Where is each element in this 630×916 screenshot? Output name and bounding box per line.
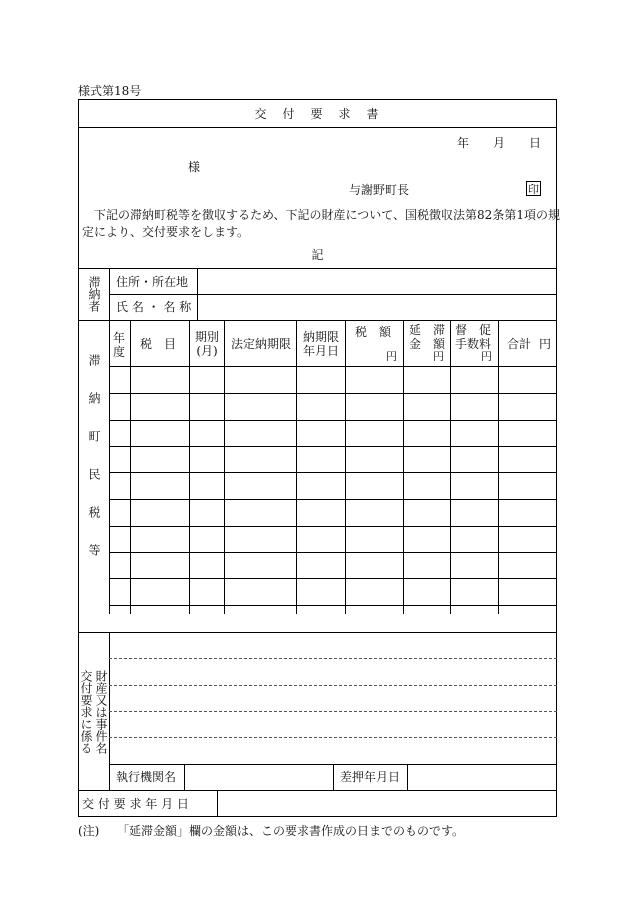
record-label: 記 bbox=[311, 248, 324, 262]
header-tax-item: 税 目 bbox=[140, 337, 177, 351]
issuer-name: 与謝野町長 bbox=[349, 183, 410, 197]
addressee-suffix: 様 bbox=[188, 160, 201, 174]
divider bbox=[498, 320, 499, 614]
table-row-line bbox=[109, 420, 557, 421]
header-total: 合計 bbox=[507, 337, 532, 351]
divider bbox=[78, 790, 557, 791]
divider bbox=[78, 320, 557, 321]
divider bbox=[78, 268, 557, 269]
divider bbox=[224, 320, 225, 614]
delinquent-section-label: 滞納者 bbox=[87, 276, 101, 312]
divider bbox=[407, 764, 408, 790]
divider bbox=[184, 764, 185, 790]
divider bbox=[217, 790, 218, 817]
request-date-label: 交 付 要 求 年 月 日 bbox=[82, 797, 189, 811]
divider bbox=[333, 764, 334, 790]
table-row-line bbox=[109, 446, 557, 447]
yen-unit: 円 bbox=[539, 337, 552, 351]
form-title: 交 付 要 求 書 bbox=[254, 107, 381, 121]
table-row-line bbox=[109, 393, 557, 394]
yen-unit: 円 bbox=[386, 350, 397, 363]
divider bbox=[109, 294, 557, 295]
name-label: 氏 名 ・ 名 称 bbox=[116, 300, 192, 314]
dashed-line bbox=[109, 658, 557, 659]
divider bbox=[189, 320, 190, 614]
header-payment-due: 納期限年月日 bbox=[302, 330, 339, 358]
seal-mark: 印 bbox=[528, 183, 539, 196]
note-prefix: (注) bbox=[78, 824, 100, 838]
table-row-line bbox=[109, 472, 557, 473]
divider bbox=[450, 320, 451, 614]
header-tax-amount: 税 額 bbox=[355, 325, 392, 339]
divider bbox=[296, 320, 297, 614]
table-row-line bbox=[109, 605, 557, 606]
note-text: 「延滞金額」欄の金額は、この要求書作成の日までのものです。 bbox=[117, 824, 465, 838]
address-label: 住所・所在地 bbox=[116, 275, 189, 289]
table-row-line bbox=[109, 578, 557, 579]
divider bbox=[78, 632, 557, 633]
dashed-line bbox=[109, 685, 557, 686]
table-row-line bbox=[109, 366, 557, 367]
body-text-line2: 定により、交付要求をします。 bbox=[82, 225, 250, 239]
property-sub-label: 財産又は事件名 bbox=[94, 670, 108, 754]
table-row-line bbox=[109, 499, 557, 500]
divider bbox=[345, 320, 346, 614]
executing-agency-label: 執行機関名 bbox=[116, 770, 177, 784]
header-year: 年度 bbox=[113, 331, 126, 359]
divider bbox=[403, 320, 404, 614]
yen-unit: 円 bbox=[481, 350, 492, 363]
header-period: 期別(月) bbox=[194, 330, 219, 358]
dashed-line bbox=[109, 737, 557, 738]
property-section-label: 交付要求に係る bbox=[79, 670, 93, 754]
table-row-line bbox=[109, 552, 557, 553]
dashed-line bbox=[109, 711, 557, 712]
divider bbox=[78, 127, 557, 128]
form-number: 様式第18号 bbox=[78, 84, 142, 98]
header-fee: 督 促手数料 bbox=[455, 323, 492, 351]
table-row-line bbox=[109, 526, 557, 527]
header-legal-due: 法定納期限 bbox=[231, 337, 292, 351]
body-text-line1: 下記の滞納町税等を徴収するため、下記の財産について、国税徴収法第82条第1項の規 bbox=[82, 208, 560, 222]
yen-unit: 円 bbox=[433, 350, 444, 363]
tax-section-label: 滞納町民税等 bbox=[87, 354, 101, 582]
date-line: 年 月 日 bbox=[457, 136, 542, 150]
header-delay-amount: 延 滞金 額 bbox=[409, 323, 446, 351]
form-frame bbox=[78, 99, 557, 817]
seizure-date-label: 差押年月日 bbox=[340, 770, 401, 784]
divider bbox=[130, 320, 131, 614]
